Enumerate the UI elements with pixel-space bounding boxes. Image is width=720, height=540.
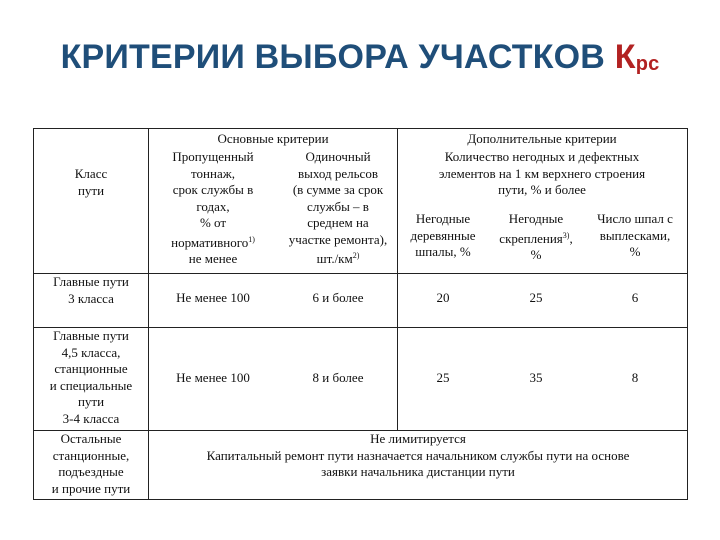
row-3-note-line: заявки начальника дистанции пути bbox=[321, 464, 515, 479]
header-fasteners-line: % bbox=[530, 247, 542, 262]
table-border-top bbox=[33, 128, 688, 129]
title-text: КРИТЕРИИ ВЫБОРА УЧАСТКОВ bbox=[60, 38, 606, 76]
row-divider-header bbox=[33, 273, 688, 274]
table-border-right bbox=[687, 128, 688, 500]
row-1-fasteners: 25 bbox=[529, 290, 543, 305]
row-2-fasteners: 35 bbox=[529, 370, 543, 385]
header-rails-line: выход рельсов bbox=[298, 165, 378, 181]
header-sleepers-line: деревянные bbox=[410, 227, 476, 243]
header-sleepers-line: шпалы, % bbox=[415, 244, 471, 259]
page-title bbox=[0, 38, 720, 77]
row-2-class-line: пути bbox=[77, 394, 105, 409]
col-divider-class bbox=[148, 128, 149, 500]
header-extra-line: элементов на 1 км верхнего строения bbox=[438, 165, 646, 181]
row-1-class bbox=[53, 274, 129, 307]
row-2-class bbox=[50, 328, 132, 427]
header-class bbox=[75, 166, 107, 199]
row-1-sleepers: 20 bbox=[436, 290, 450, 305]
header-rails bbox=[289, 149, 387, 268]
row-3-class bbox=[52, 431, 130, 497]
row-1-class-line: 3 класса bbox=[68, 290, 114, 306]
header-fasteners-word: скрепления bbox=[499, 230, 563, 246]
row-3-class-line: подъездные bbox=[58, 464, 124, 479]
header-sleepers-line: Негодные bbox=[415, 211, 471, 226]
row-2-class-line: 4,5 класса, bbox=[61, 344, 121, 360]
header-tonnage-line bbox=[171, 232, 255, 252]
header-main-criteria: Основные критерии bbox=[217, 131, 329, 146]
header-rails-line: службы – в bbox=[307, 198, 369, 214]
title-k-subscript: рс bbox=[635, 53, 660, 75]
row-1-class-line: Главные пути bbox=[53, 274, 129, 289]
row-2-class-line: и специальные bbox=[49, 377, 133, 393]
row-3-note-line: Капитальный ремонт пути назначается начальником службы пути на основе bbox=[206, 447, 630, 463]
footnote-2-mark: 2) bbox=[352, 251, 360, 260]
header-tonnage-line: годах, bbox=[196, 198, 230, 214]
row-1-rails: 6 и более bbox=[312, 290, 364, 305]
header-extra-criteria: Дополнительные критерии bbox=[467, 131, 617, 146]
row-2-sleepers: 25 bbox=[436, 370, 450, 385]
header-tonnage-line: срок службы в bbox=[172, 182, 254, 197]
header-extra-line: пути, % и более bbox=[498, 182, 586, 197]
row-2-ejections: 8 bbox=[631, 370, 639, 385]
header-sleepers bbox=[410, 211, 475, 261]
row-1-tonnage: Не менее 100 bbox=[176, 290, 250, 305]
title-k-letter: К bbox=[614, 38, 636, 76]
row-1-ejections: 6 bbox=[631, 290, 639, 305]
header-rails-unit: шт./км bbox=[316, 251, 353, 266]
footnote-1-mark: 1) bbox=[248, 234, 255, 244]
header-fasteners-line: Негодные bbox=[508, 211, 564, 226]
row-3-note-line: Не лимитируется bbox=[370, 431, 466, 446]
header-fasteners bbox=[499, 211, 572, 264]
header-tonnage-line: тоннаж, bbox=[191, 165, 235, 181]
criteria-table bbox=[33, 128, 688, 500]
header-rails-line bbox=[289, 248, 387, 268]
table-border-left bbox=[33, 128, 34, 500]
col-divider-groups bbox=[397, 128, 398, 430]
header-fasteners-line bbox=[499, 228, 572, 248]
header-ejections-line: выплесками, bbox=[599, 227, 671, 243]
header-rails-line: среднем на bbox=[307, 215, 369, 230]
row-2-class-line: Главные пути bbox=[53, 328, 129, 343]
header-extra-subtitle bbox=[439, 149, 645, 199]
row-3-merged-note bbox=[207, 431, 630, 481]
header-class-line: Класс bbox=[74, 166, 108, 181]
row-2-rails: 8 и более bbox=[312, 370, 364, 385]
table-border-bottom bbox=[33, 499, 688, 500]
header-class-line: пути bbox=[77, 182, 105, 198]
header-rails-line: (в сумме за срок bbox=[292, 182, 384, 197]
title-k-symbol bbox=[615, 38, 660, 76]
row-3-class-line: Остальные bbox=[60, 431, 122, 446]
header-rails-line: Одиночный bbox=[305, 149, 371, 164]
header-tonnage-line: не менее bbox=[188, 251, 238, 266]
row-2-tonnage: Не менее 100 bbox=[176, 370, 250, 385]
header-ejections-line: % bbox=[629, 244, 641, 259]
header-extra-line: Количество негодных и дефектных bbox=[444, 149, 640, 164]
row-2-class-line: 3-4 класса bbox=[62, 410, 120, 426]
header-ejections-line: Число шпал с bbox=[597, 211, 673, 226]
header-fasteners-comma: , bbox=[569, 230, 573, 246]
header-ejections bbox=[597, 211, 673, 261]
header-tonnage-normative: нормативного bbox=[171, 234, 249, 250]
header-rails-line: участке ремонта), bbox=[288, 231, 388, 247]
footnote-3-mark: 3) bbox=[562, 230, 570, 240]
header-tonnage-line: % от bbox=[199, 215, 227, 230]
header-tonnage-line: Пропущенный bbox=[172, 149, 254, 164]
header-tonnage bbox=[171, 149, 255, 268]
row-3-class-line: и прочие пути bbox=[51, 480, 131, 496]
row-3-class-line: станционные, bbox=[52, 447, 130, 463]
row-2-class-line: станционные bbox=[54, 361, 128, 376]
